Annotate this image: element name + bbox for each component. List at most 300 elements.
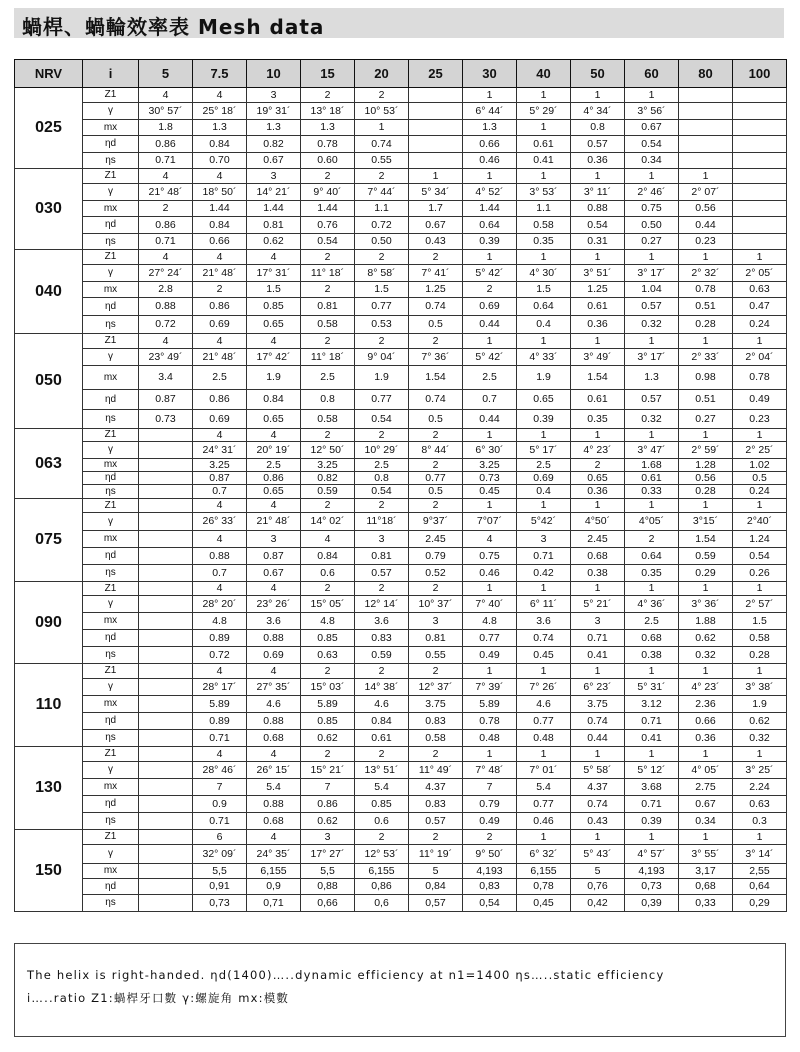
table-row (15, 747, 787, 762)
value-cell: 2.8 (139, 282, 193, 298)
value-cell: 0,78 (517, 879, 571, 895)
column-header: 10 (247, 60, 301, 88)
value-cell: 4°50´ (571, 513, 625, 531)
value-cell: 0.46 (463, 153, 517, 169)
value-cell (679, 103, 733, 120)
value-cell: 4 (193, 169, 247, 184)
value-cell: 0.36 (571, 316, 625, 334)
table-row (15, 664, 787, 679)
value-cell: 0.84 (301, 548, 355, 565)
value-cell: 1.25 (571, 282, 625, 298)
param-label-cell: ηs (83, 895, 139, 912)
value-cell (679, 120, 733, 136)
value-cell: 2 (301, 169, 355, 184)
value-cell: 1 (517, 582, 571, 596)
value-cell: 0.82 (301, 472, 355, 485)
value-cell: 3° 56´ (625, 103, 679, 120)
param-label-cell: ηs (83, 410, 139, 429)
value-cell: 2 (355, 499, 409, 513)
value-cell: 6,155 (355, 864, 409, 879)
value-cell: 1 (679, 582, 733, 596)
value-cell: 4 (247, 582, 301, 596)
value-cell (139, 472, 193, 485)
param-label-cell: ηd (83, 796, 139, 813)
value-cell: 1 (463, 499, 517, 513)
value-cell: 0.9 (193, 796, 247, 813)
value-cell: 0.59 (355, 647, 409, 664)
value-cell: 1 (463, 429, 517, 442)
value-cell: 0.85 (247, 298, 301, 316)
value-cell: 1 (679, 499, 733, 513)
value-cell: 5°42´ (517, 513, 571, 531)
value-cell: 0.67 (409, 217, 463, 234)
table-row (15, 582, 787, 596)
value-cell: 4 (463, 531, 517, 548)
value-cell: 5° 43´ (571, 845, 625, 864)
value-cell: 0.54 (355, 485, 409, 499)
value-cell: 1 (517, 169, 571, 184)
value-cell: 1 (517, 88, 571, 103)
param-label-cell: Z1 (83, 664, 139, 679)
value-cell: 27° 24´ (139, 265, 193, 282)
footnote-box (14, 943, 786, 1037)
title-bar (14, 8, 784, 38)
value-cell: 0.50 (355, 234, 409, 250)
table-row (15, 548, 787, 565)
value-cell: 0.87 (139, 390, 193, 410)
value-cell (139, 762, 193, 779)
value-cell: 3 (571, 613, 625, 630)
value-cell: 0.35 (625, 565, 679, 582)
value-cell: 7° 39´ (463, 679, 517, 696)
value-cell: 0.66 (679, 713, 733, 730)
value-cell: 0,57 (409, 895, 463, 912)
table-row (15, 282, 787, 298)
value-cell: 0.68 (571, 548, 625, 565)
column-header: NRV (15, 60, 83, 88)
value-cell: 1 (625, 88, 679, 103)
value-cell: 1.3 (463, 120, 517, 136)
value-cell: 0.68 (247, 813, 301, 830)
value-cell: 0.88 (193, 548, 247, 565)
model-cell: 040 (15, 250, 83, 334)
value-cell: 0.43 (409, 234, 463, 250)
value-cell: 0.6 (301, 565, 355, 582)
value-cell: 0.86 (139, 217, 193, 234)
value-cell: 4 (139, 88, 193, 103)
param-label-cell: mx (83, 120, 139, 136)
value-cell: 0.88 (139, 298, 193, 316)
mesh-data-table-container (14, 59, 786, 912)
value-cell: 5 (571, 864, 625, 879)
table-body (15, 88, 787, 912)
value-cell: 4° 36´ (625, 596, 679, 613)
value-cell: 3.25 (463, 459, 517, 472)
value-cell: 5° 29´ (517, 103, 571, 120)
value-cell: 13° 18´ (301, 103, 355, 120)
value-cell: 0.58 (517, 217, 571, 234)
table-row (15, 730, 787, 747)
param-label-cell: ηs (83, 316, 139, 334)
value-cell: 0.65 (247, 316, 301, 334)
param-label-cell: Z1 (83, 429, 139, 442)
value-cell: 1 (571, 169, 625, 184)
value-cell: 0.65 (247, 410, 301, 429)
value-cell: 0.5 (409, 485, 463, 499)
value-cell: 0.88 (247, 796, 301, 813)
table-row (15, 713, 787, 730)
value-cell: 0,42 (571, 895, 625, 912)
value-cell: 1 (571, 250, 625, 265)
value-cell: 0.54 (733, 548, 787, 565)
value-cell: 0.57 (625, 390, 679, 410)
value-cell: 0.54 (301, 234, 355, 250)
value-cell: 5° 17´ (517, 442, 571, 459)
value-cell: 7 (463, 779, 517, 796)
param-label-cell: mx (83, 531, 139, 548)
value-cell: 2° 07´ (679, 184, 733, 201)
value-cell: 0.44 (571, 730, 625, 747)
value-cell: 0.65 (517, 390, 571, 410)
value-cell: 3.12 (625, 696, 679, 713)
value-cell: 0.32 (625, 410, 679, 429)
value-cell (139, 596, 193, 613)
table-row (15, 864, 787, 879)
value-cell: 1.02 (733, 459, 787, 472)
value-cell: 0.64 (517, 298, 571, 316)
value-cell: 1.54 (409, 366, 463, 390)
value-cell: 2.5 (625, 613, 679, 630)
value-cell: 2 (301, 582, 355, 596)
value-cell: 0.32 (679, 647, 733, 664)
value-cell: 5,5 (193, 864, 247, 879)
value-cell (139, 531, 193, 548)
value-cell: 30° 57´ (139, 103, 193, 120)
value-cell: 0.44 (463, 410, 517, 429)
value-cell: 6° 23´ (571, 679, 625, 696)
value-cell: 0.84 (355, 713, 409, 730)
value-cell: 2° 32´ (679, 265, 733, 282)
value-cell: 2.5 (301, 366, 355, 390)
value-cell (139, 779, 193, 796)
value-cell: 3 (301, 830, 355, 845)
value-cell (139, 830, 193, 845)
value-cell: 1.3 (625, 366, 679, 390)
value-cell: 9°37´ (409, 513, 463, 531)
value-cell: 5° 31´ (625, 679, 679, 696)
value-cell: 0.82 (247, 136, 301, 153)
value-cell: 0.69 (247, 647, 301, 664)
value-cell (139, 499, 193, 513)
table-row (15, 845, 787, 864)
value-cell: 5 (409, 864, 463, 879)
value-cell (679, 88, 733, 103)
value-cell: 1 (571, 747, 625, 762)
page-title: 蝸桿、蝸輪效率表 Mesh data (22, 15, 325, 39)
value-cell: 3.4 (139, 366, 193, 390)
value-cell: 4.37 (409, 779, 463, 796)
value-cell: 1 (571, 429, 625, 442)
value-cell: 3 (355, 531, 409, 548)
value-cell: 5.89 (463, 696, 517, 713)
value-cell: 1 (625, 429, 679, 442)
value-cell: 0.58 (409, 730, 463, 747)
value-cell: 3.25 (301, 459, 355, 472)
value-cell: 0.89 (193, 713, 247, 730)
param-label-cell: γ (83, 349, 139, 366)
value-cell: 2 (301, 747, 355, 762)
value-cell: 0.59 (301, 485, 355, 499)
value-cell: 2° 33´ (679, 349, 733, 366)
value-cell (139, 548, 193, 565)
table-row (15, 442, 787, 459)
value-cell: 3.6 (517, 613, 571, 630)
param-label-cell: γ (83, 762, 139, 779)
param-label-cell: Z1 (83, 499, 139, 513)
value-cell: 1.9 (517, 366, 571, 390)
value-cell: 0,84 (409, 879, 463, 895)
value-cell: 10° 53´ (355, 103, 409, 120)
value-cell (139, 796, 193, 813)
value-cell (139, 613, 193, 630)
value-cell: 4 (193, 664, 247, 679)
value-cell: 1 (733, 250, 787, 265)
value-cell: 0.36 (679, 730, 733, 747)
param-label-cell: ηs (83, 234, 139, 250)
value-cell: 0.66 (193, 234, 247, 250)
value-cell: 6° 11´ (517, 596, 571, 613)
value-cell: 0.5 (409, 410, 463, 429)
value-cell: 2 (409, 459, 463, 472)
value-cell: 0.53 (355, 316, 409, 334)
value-cell: 0.23 (733, 410, 787, 429)
value-cell: 0.62 (247, 234, 301, 250)
value-cell: 2 (571, 459, 625, 472)
value-cell: 11° 18´ (301, 265, 355, 282)
value-cell: 1.44 (193, 201, 247, 217)
value-cell: 0,91 (193, 879, 247, 895)
value-cell: 0.71 (517, 548, 571, 565)
value-cell: 11°18´ (355, 513, 409, 531)
value-cell (409, 88, 463, 103)
value-cell: 0.78 (301, 136, 355, 153)
value-cell: 4° 30´ (517, 265, 571, 282)
value-cell: 0.88 (247, 630, 301, 647)
value-cell: 0.86 (301, 796, 355, 813)
value-cell: 3° 49´ (571, 349, 625, 366)
column-header: 5 (139, 60, 193, 88)
value-cell: 0,88 (301, 879, 355, 895)
value-cell: 0.69 (193, 316, 247, 334)
value-cell: 0.75 (625, 201, 679, 217)
value-cell: 7° 40´ (463, 596, 517, 613)
param-label-cell: mx (83, 201, 139, 217)
value-cell: 0,29 (733, 895, 787, 912)
value-cell (733, 234, 787, 250)
value-cell: 7 (193, 779, 247, 796)
value-cell: 0.54 (625, 136, 679, 153)
value-cell: 0.75 (463, 548, 517, 565)
table-row (15, 895, 787, 912)
value-cell: 0.56 (679, 201, 733, 217)
value-cell: 0.71 (139, 153, 193, 169)
value-cell: 0.54 (355, 410, 409, 429)
model-cell: 130 (15, 747, 83, 830)
value-cell: 1 (733, 747, 787, 762)
value-cell: 10° 37´ (409, 596, 463, 613)
value-cell: 4 (193, 531, 247, 548)
param-label-cell: γ (83, 265, 139, 282)
value-cell (733, 153, 787, 169)
value-cell (139, 845, 193, 864)
value-cell: 6° 30´ (463, 442, 517, 459)
value-cell: 0.77 (517, 796, 571, 813)
table-row (15, 531, 787, 548)
table-row (15, 779, 787, 796)
value-cell: 25° 18´ (193, 103, 247, 120)
value-cell: 0.78 (463, 713, 517, 730)
value-cell: 7° 01´ (517, 762, 571, 779)
value-cell: 1.44 (247, 201, 301, 217)
mesh-data-table (14, 59, 787, 912)
value-cell: 0.41 (571, 647, 625, 664)
value-cell: 1.28 (679, 459, 733, 472)
value-cell: 0.41 (625, 730, 679, 747)
value-cell: 7° 36´ (409, 349, 463, 366)
value-cell: 4.37 (571, 779, 625, 796)
table-row (15, 565, 787, 582)
param-label-cell: mx (83, 366, 139, 390)
column-header: i (83, 60, 139, 88)
value-cell: 2 (301, 334, 355, 349)
value-cell: 0.89 (193, 630, 247, 647)
value-cell: 13° 51´ (355, 762, 409, 779)
param-label-cell: ηd (83, 136, 139, 153)
value-cell: 6° 44´ (463, 103, 517, 120)
value-cell: 0,83 (463, 879, 517, 895)
value-cell: 15° 03´ (301, 679, 355, 696)
param-label-cell: ηd (83, 472, 139, 485)
table-row (15, 679, 787, 696)
value-cell: 0.62 (301, 813, 355, 830)
value-cell: 1 (679, 334, 733, 349)
table-row (15, 103, 787, 120)
value-cell: 3° 47´ (625, 442, 679, 459)
value-cell: 0.71 (571, 630, 625, 647)
table-row (15, 796, 787, 813)
value-cell: 1.5 (247, 282, 301, 298)
column-header: 60 (625, 60, 679, 88)
param-label-cell: ηd (83, 298, 139, 316)
value-cell: 4° 23´ (571, 442, 625, 459)
value-cell: 2.5 (247, 459, 301, 472)
value-cell: 1 (463, 664, 517, 679)
value-cell: 0.44 (679, 217, 733, 234)
value-cell: 1.7 (409, 201, 463, 217)
model-cell: 075 (15, 499, 83, 582)
table-row (15, 265, 787, 282)
table-row (15, 410, 787, 429)
value-cell: 0.84 (247, 390, 301, 410)
table-row (15, 390, 787, 410)
value-cell: 0.46 (463, 565, 517, 582)
value-cell: 6 (193, 830, 247, 845)
value-cell: 0.81 (301, 298, 355, 316)
value-cell: 0.52 (409, 565, 463, 582)
value-cell: 4 (247, 429, 301, 442)
value-cell: 1.5 (355, 282, 409, 298)
value-cell: 21° 48´ (247, 513, 301, 531)
value-cell: 0.74 (571, 796, 625, 813)
value-cell: 2 (139, 201, 193, 217)
value-cell: 1.9 (733, 696, 787, 713)
value-cell: 4 (247, 664, 301, 679)
value-cell: 0.88 (571, 201, 625, 217)
value-cell: 3 (247, 169, 301, 184)
value-cell: 0.85 (355, 796, 409, 813)
value-cell: 0.32 (733, 730, 787, 747)
table-row (15, 136, 787, 153)
value-cell: 4.8 (463, 613, 517, 630)
value-cell: 0.65 (247, 485, 301, 499)
value-cell: 0.84 (193, 217, 247, 234)
column-header: 80 (679, 60, 733, 88)
value-cell: 0.45 (517, 647, 571, 664)
value-cell: 0.69 (463, 298, 517, 316)
value-cell: 2 (355, 582, 409, 596)
value-cell: 9° 50´ (463, 845, 517, 864)
value-cell: 0.71 (193, 813, 247, 830)
value-cell: 2° 59´ (679, 442, 733, 459)
value-cell: 2° 05´ (733, 265, 787, 282)
value-cell: 4 (193, 499, 247, 513)
table-row (15, 499, 787, 513)
value-cell: 0.60 (301, 153, 355, 169)
value-cell (139, 879, 193, 895)
value-cell: 0.58 (301, 410, 355, 429)
value-cell: 11° 18´ (301, 349, 355, 366)
value-cell: 0.7 (193, 565, 247, 582)
value-cell: 0.69 (193, 410, 247, 429)
value-cell: 1 (517, 429, 571, 442)
value-cell: 0,9 (247, 879, 301, 895)
value-cell: 0.63 (301, 647, 355, 664)
value-cell: 0.28 (679, 316, 733, 334)
value-cell (733, 184, 787, 201)
value-cell: 5.4 (355, 779, 409, 796)
table-row (15, 366, 787, 390)
value-cell: 0,73 (193, 895, 247, 912)
value-cell: 0.44 (463, 316, 517, 334)
value-cell: 5.4 (517, 779, 571, 796)
value-cell: 1 (733, 830, 787, 845)
value-cell: 0.81 (409, 630, 463, 647)
value-cell: 1 (733, 334, 787, 349)
value-cell: 0.51 (679, 298, 733, 316)
value-cell: 0,68 (679, 879, 733, 895)
value-cell: 3° 25´ (733, 762, 787, 779)
value-cell: 0.67 (625, 120, 679, 136)
value-cell: 2 (355, 830, 409, 845)
table-row (15, 513, 787, 531)
value-cell: 1 (571, 334, 625, 349)
value-cell: 6° 32´ (517, 845, 571, 864)
value-cell: 0.72 (355, 217, 409, 234)
value-cell: 14° 38´ (355, 679, 409, 696)
value-cell: 0.72 (193, 647, 247, 664)
table-row (15, 217, 787, 234)
value-cell: 10° 29´ (355, 442, 409, 459)
